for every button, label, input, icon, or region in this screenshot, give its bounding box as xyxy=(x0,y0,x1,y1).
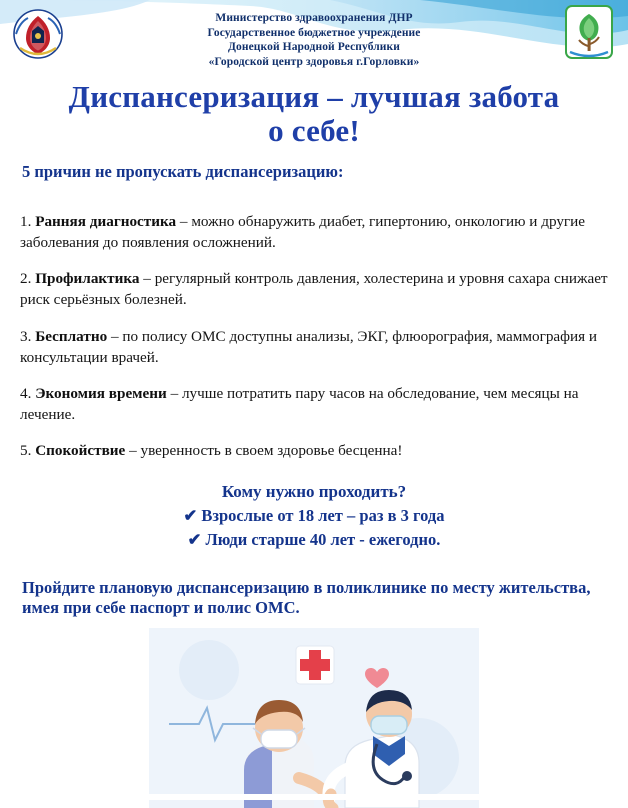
reason-item xyxy=(20,211,610,253)
who-item xyxy=(10,504,618,528)
org-line-3: Донецкой Народной Республики xyxy=(228,41,400,53)
reason-number: 2. xyxy=(20,270,32,288)
org-line-2: Государственное бюджетное учреждение xyxy=(207,26,421,39)
who-title: Кому нужно проходить? xyxy=(221,481,407,501)
check-icon: ✔ xyxy=(187,529,202,549)
org-line-1: Министерство здравоохранения ДНР xyxy=(215,12,413,24)
medical-cross-icon xyxy=(296,646,334,684)
reason-lead: Спокойствие xyxy=(35,441,126,459)
footer-strip xyxy=(0,794,628,800)
check-icon: ✔ xyxy=(183,505,198,525)
poster-subtitle: 5 причин не пропускать диспансеризацию: xyxy=(22,162,344,181)
reason-number: 3. xyxy=(20,327,32,345)
health-center-tree-logo-icon xyxy=(560,4,618,66)
title-line-1: Диспансеризация – лучшая забота xyxy=(68,79,560,114)
reason-text: – регулярный контроль давления, холестерина и уровня сахара снижает риск серьёзных болезней. xyxy=(20,270,608,309)
reason-item xyxy=(20,326,610,368)
reason-item xyxy=(20,268,610,310)
who-item-label: Люди старше 40 лет - ежегодно. xyxy=(205,529,441,549)
who-item xyxy=(10,528,618,552)
organization-title xyxy=(68,4,560,69)
who-should-attend-block xyxy=(0,476,628,552)
dnr-coat-of-arms-icon xyxy=(8,4,68,66)
page-header xyxy=(0,0,628,72)
face-mask-icon xyxy=(371,716,407,734)
reason-lead: Экономия времени xyxy=(35,384,167,402)
reason-lead: Ранняя диагностика xyxy=(35,213,177,231)
title-line-2: о себе! xyxy=(268,113,360,148)
reason-item xyxy=(20,440,610,461)
reasons-list xyxy=(0,182,628,461)
reason-item xyxy=(20,383,610,425)
doctor-examining-patient-illustration xyxy=(149,628,479,808)
reason-lead: Бесплатно xyxy=(35,327,108,345)
reason-number: 1. xyxy=(20,213,32,231)
reason-text: – по полису ОМС доступны анализы, ЭКГ, флюорография, маммография и консультации врачей. xyxy=(20,327,598,366)
who-item-label: Взрослые от 18 лет – раз в 3 года xyxy=(201,505,445,525)
call-to-action-text: Пройдите плановую диспансеризацию в поликлинике по месту жительства, имея при себе паспорт и полис ОМС. xyxy=(22,577,591,617)
face-mask-icon xyxy=(261,730,297,748)
reason-text: – можно обнаружить диабет, гипертонию, онкологию и другие заболевания до появления осложнений. xyxy=(20,213,586,252)
reason-text: – уверенность в своем здоровье бесценна! xyxy=(125,441,403,459)
reason-number: 5. xyxy=(20,441,32,459)
reason-text: – лучше потратить пару часов на обследование, чем месяцы на лечение. xyxy=(20,384,579,423)
org-line-4: «Городской центр здоровья г.Горловки» xyxy=(208,55,420,68)
reason-number: 4. xyxy=(20,384,32,402)
reason-lead: Профилактика xyxy=(35,270,140,288)
poster-title xyxy=(0,72,628,148)
